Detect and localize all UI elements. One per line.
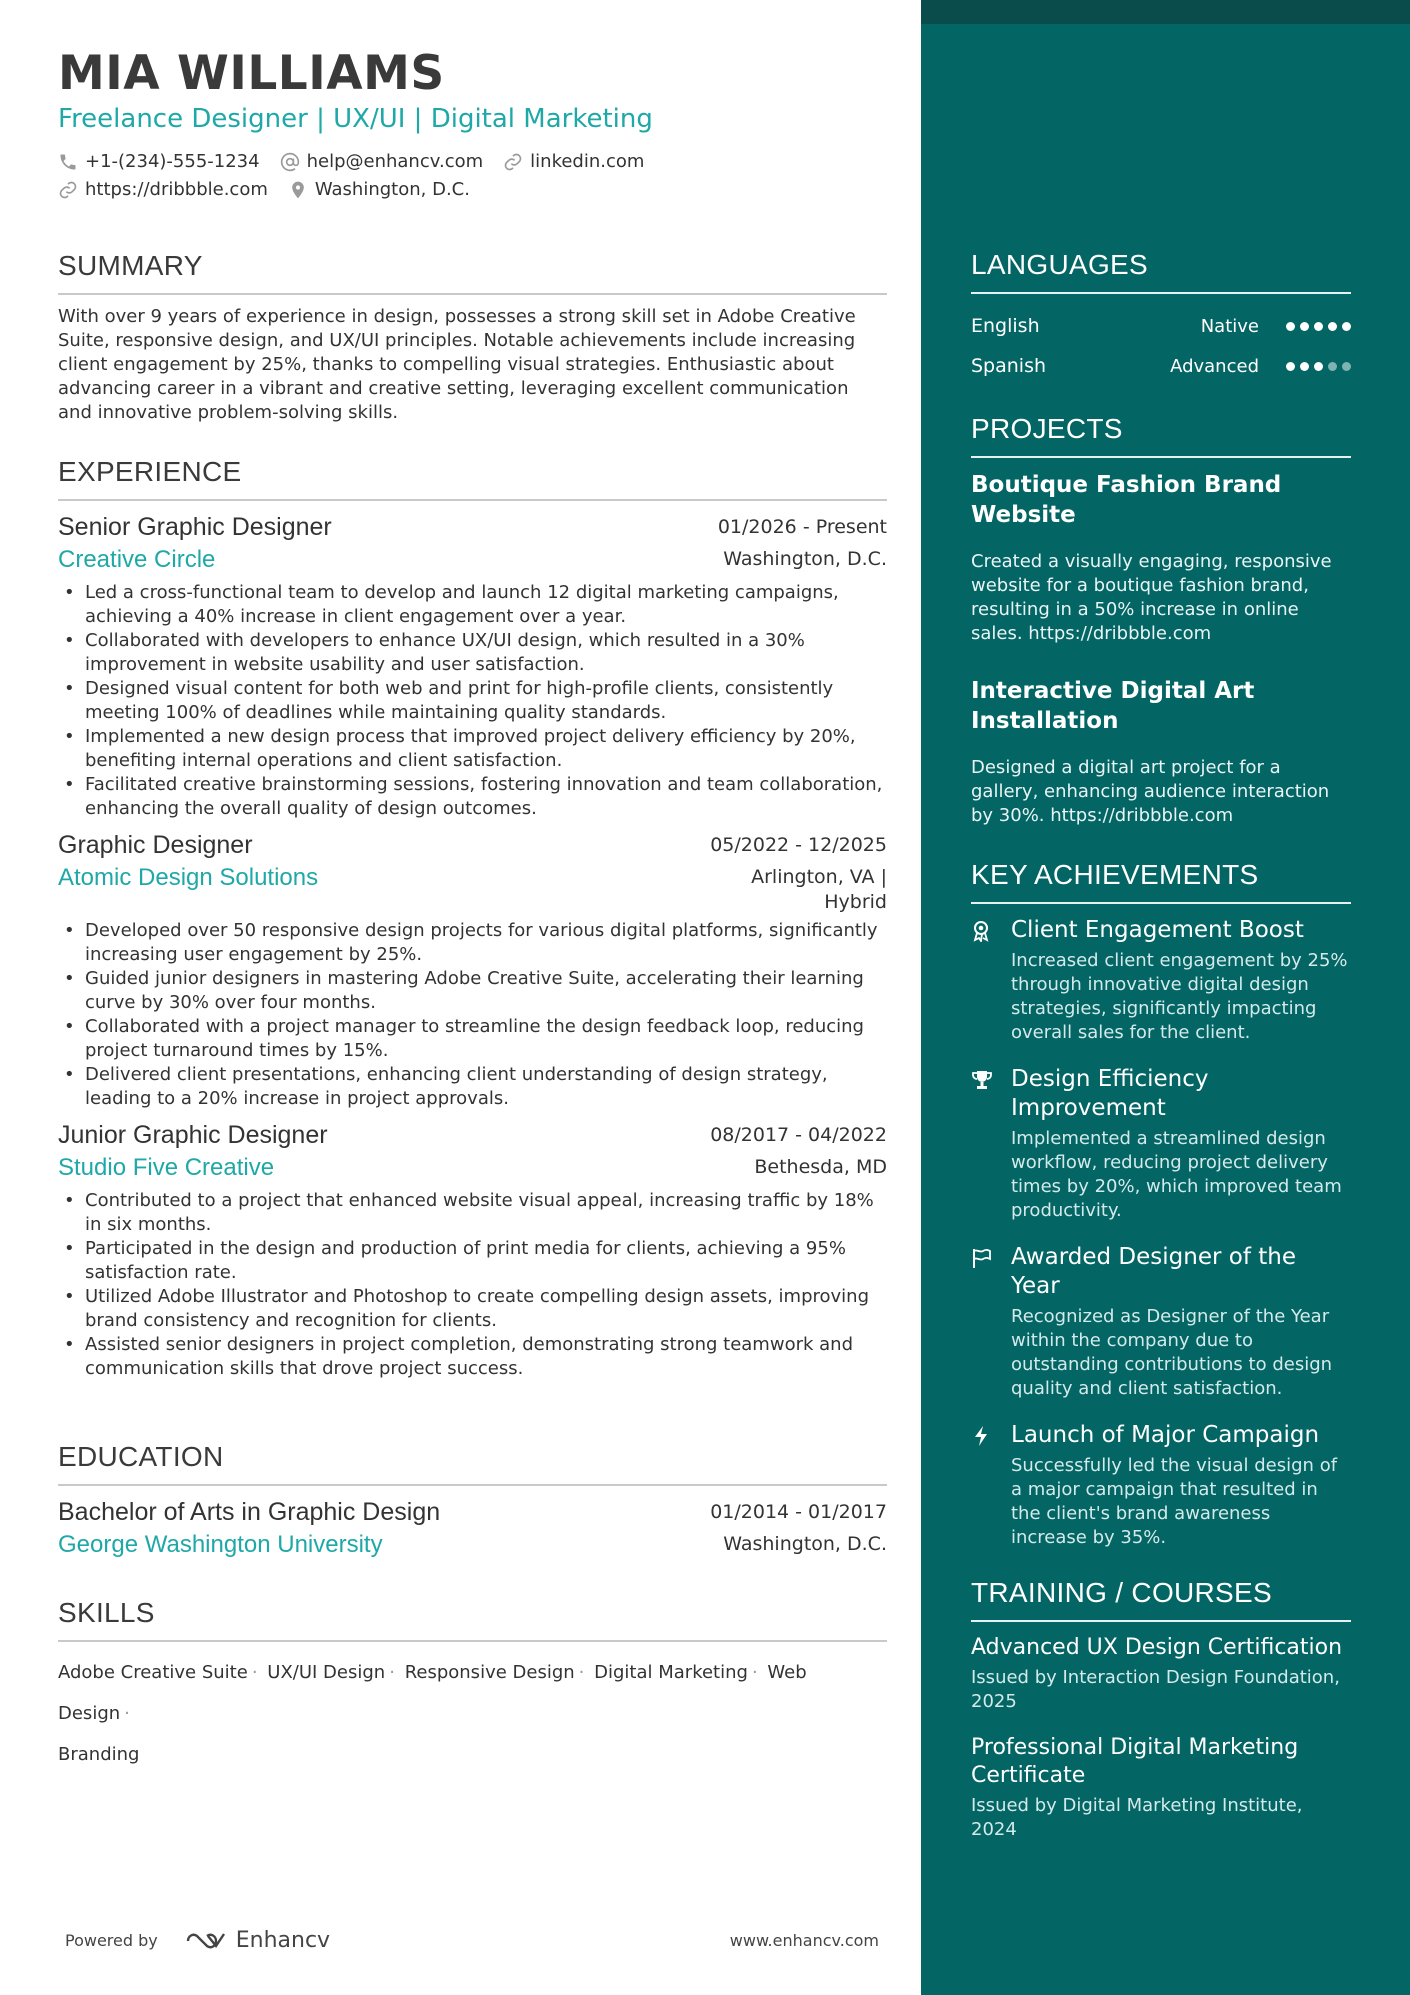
language-item [971, 306, 1351, 346]
achievement-item [971, 916, 1351, 1045]
achievement-description: Recognized as Designer of the Year within the company due to outstanding contributions to design quality and client satisfaction. [1011, 1306, 1333, 1399]
job-bullets [58, 919, 887, 1111]
bullet-item: • Developed over 50 responsive design projects for various digital platforms, significantly increasing user engagement by 25%. [58, 919, 887, 967]
project-item [971, 676, 1351, 828]
skill-item: Adobe Creative Suite [58, 1662, 248, 1683]
achievement-item [971, 1421, 1351, 1550]
bullet-item: • Guided junior designers in mastering Adobe Creative Suite, accelerating their learning curve by 30% over four months. [58, 967, 887, 1015]
education-location: Washington, D.C. [723, 1533, 887, 1555]
course-description: Issued by Digital Marketing Institute, 2024 [971, 1795, 1303, 1840]
powered-by-label: Powered by [65, 1931, 158, 1950]
achievement-title: Awarded Designer of the Year [1011, 1244, 1296, 1299]
bullet-item: • Collaborated with a project manager to streamline the design feedback loop, reducing project turnaround times by 15%. [58, 1015, 887, 1063]
section-heading: TRAINING / COURSES [971, 1576, 1351, 1622]
job-dates: 08/2017 - 04/2022 [710, 1124, 887, 1146]
course-title: Professional Digital Marketing Certificate [971, 1735, 1299, 1788]
achievement-description: Implemented a streamlined design workflow, reducing project delivery times by 20%, which improved team productivity. [1011, 1128, 1342, 1221]
summary-text: With over 9 years of experience in design, possesses a strong skill set in Adobe Creative Suite, responsive design, and UX/UI principles. Notable achievements include increasing client engagement by 25%, thanks to compelling visual strategies. Enthusiastic about advancing career in a vibrant and creative setting, leveraging excellent communication and innovative problem-solving skills. [58, 306, 856, 423]
skill-item: Responsive Design [404, 1662, 575, 1683]
bullet-item: • Led a cross-functional team to develop and launch 12 digital marketing campaigns, achieving a 40% increase in client engagement over a year. [58, 581, 887, 629]
job-company: Creative Circle [58, 546, 216, 573]
powered-by [65, 1928, 330, 1953]
job-entry [58, 829, 887, 1111]
bullet-item: • Facilitated creative brainstorming sessions, fostering innovation and team collaboration, enhancing the overall quality of design outcomes. [58, 773, 887, 821]
sidebar-top-strip [921, 0, 1410, 24]
job-title: Junior Graphic Designer [58, 1121, 328, 1149]
bullet-item: • Participated in the design and production of print media for clients, achieving a 95% satisfaction rate. [58, 1237, 887, 1285]
section-heading: KEY ACHIEVEMENTS [971, 858, 1351, 904]
contact-email[interactable] [280, 150, 484, 174]
job-bullets [58, 1189, 887, 1381]
phone-text: +1-(234)-555-1234 [85, 151, 260, 172]
contact-phone[interactable] [58, 150, 260, 174]
location-pin-icon [288, 180, 308, 200]
bullet-item: • Contributed to a project that enhanced website visual appeal, increasing traffic by 18% in six months. [58, 1189, 887, 1237]
job-entry [58, 511, 887, 821]
training-section [971, 1576, 1351, 1842]
lightning-icon [971, 1425, 991, 1447]
job-entry [58, 1119, 887, 1381]
education-dates: 01/2014 - 01/2017 [710, 1501, 887, 1523]
skill-item: Digital Marketing [594, 1662, 748, 1683]
course-title: Advanced UX Design Certification [971, 1635, 1343, 1660]
course-item [971, 1634, 1351, 1714]
bullet-item: • Implemented a new design process that improved project delivery efficiency by 20%, benefiting internal operations and client satisfaction. [58, 725, 887, 773]
job-bullets [58, 581, 887, 821]
rating-dot [1328, 322, 1337, 331]
rating-dot [1314, 362, 1323, 371]
language-name: English [971, 315, 1040, 337]
rating-dot [1314, 322, 1323, 331]
projects-section [971, 412, 1351, 828]
rating-dot [1300, 362, 1309, 371]
job-dates: 05/2022 - 12/2025 [710, 834, 887, 856]
contact-info [58, 150, 698, 202]
contact-linkedin[interactable] [503, 150, 644, 174]
award-ribbon-icon [971, 920, 991, 942]
degree-title: Bachelor of Arts in Graphic Design [58, 1498, 441, 1526]
enhancv-logo[interactable] [184, 1928, 330, 1953]
achievement-description: Successfully led the visual design of a major campaign that resulted in the client's brand awareness increase by 35%. [1011, 1455, 1338, 1548]
footer-url[interactable]: www.enhancv.com [729, 1931, 879, 1950]
job-company: Atomic Design Solutions [58, 864, 319, 891]
language-item [971, 346, 1351, 386]
rating-dot [1328, 362, 1337, 371]
section-heading: EXPERIENCE [58, 455, 887, 501]
skills-list: Adobe Creative Suite · UX/UI Design · Responsive Design · Digital Marketing · Web Design · Branding [58, 1662, 807, 1765]
website-text: https://dribbble.com [85, 179, 268, 200]
experience-section [58, 455, 887, 1389]
rating-dot [1286, 362, 1295, 371]
bullet-item: • Utilized Adobe Illustrator and Photoshop to create compelling design assets, improving brand consistency and recognition for clients. [58, 1285, 887, 1333]
job-company: Studio Five Creative [58, 1154, 275, 1181]
bullet-item: • Assisted senior designers in project completion, demonstrating strong teamwork and communication skills that drove project success. [58, 1333, 887, 1381]
at-sign-icon [280, 152, 300, 172]
languages-section [971, 248, 1351, 386]
skills-section [58, 1596, 887, 1775]
rating-dot [1286, 322, 1295, 331]
project-description: Designed a digital art project for a gallery, enhancing audience interaction by 30%. https://dribbble.com [971, 757, 1330, 826]
link-icon [503, 152, 523, 172]
sidebar [921, 0, 1410, 1995]
skill-item: Web Design [58, 1662, 807, 1724]
enhancv-logo-text: Enhancv [235, 1928, 331, 1953]
achievement-title: Design Efficiency Improvement [1011, 1066, 1209, 1121]
language-rating [1281, 322, 1351, 331]
footer [65, 1928, 879, 1953]
location-text: Washington, D.C. [314, 179, 470, 200]
resume-name: MIA WILLIAMS [58, 46, 445, 101]
job-title: Senior Graphic Designer [58, 513, 332, 541]
achievement-description: Increased client engagement by 25% through innovative digital design strategies, significantly impacting overall sales for the client. [1011, 950, 1348, 1043]
resume-title: Freelance Designer | UX/UI | Digital Marketing [58, 104, 653, 134]
bullet-item: • Delivered client presentations, enhancing client understanding of design strategy, leading to a 20% increase in project approvals. [58, 1063, 887, 1111]
course-description: Issued by Interaction Design Foundation, 2025 [971, 1667, 1340, 1712]
rating-dot [1342, 362, 1351, 371]
language-rating [1281, 362, 1351, 371]
contact-website[interactable] [58, 178, 268, 202]
job-location: Arlington, VA | Hybrid [751, 866, 887, 913]
course-item [971, 1734, 1351, 1842]
section-heading: PROJECTS [971, 412, 1351, 458]
project-title: Boutique Fashion Brand Website [971, 472, 1282, 528]
rating-dot [1342, 322, 1351, 331]
achievement-title: Client Engagement Boost [1011, 917, 1304, 943]
project-description: Created a visually engaging, responsive website for a boutique fashion brand, resulting in a 50% increase in online sales. https://dribbble.com [971, 551, 1332, 644]
summary-section [58, 249, 887, 425]
flag-icon [971, 1247, 993, 1269]
enhancv-logo-icon [184, 1929, 230, 1953]
achievements-section [971, 858, 1351, 1550]
project-title: Interactive Digital Art Installation [971, 678, 1255, 734]
skill-item: Branding [58, 1744, 140, 1765]
phone-icon [58, 152, 78, 172]
bullet-item: • Designed visual content for both web and print for high-profile clients, consistently meeting 100% of deadlines while maintaining quality standards. [58, 677, 887, 725]
rating-dot [1300, 322, 1309, 331]
language-level: Advanced [1170, 355, 1259, 377]
achievement-title: Launch of Major Campaign [1011, 1422, 1320, 1448]
school-name: George Washington University [58, 1531, 383, 1558]
language-level: Native [1200, 315, 1259, 337]
bullet-item: • Collaborated with developers to enhance UX/UI design, which resulted in a 30% improvement in website usability and user satisfaction. [58, 629, 887, 677]
achievement-item [971, 1243, 1351, 1401]
skill-item: UX/UI Design [267, 1662, 386, 1683]
job-dates: 01/2026 - Present [717, 516, 887, 538]
linkedin-text: linkedin.com [530, 151, 645, 172]
section-heading: EDUCATION [58, 1440, 887, 1486]
link-icon [58, 180, 78, 200]
project-item [971, 470, 1351, 646]
email-text: help@enhancv.com [306, 151, 484, 172]
section-heading: LANGUAGES [971, 248, 1351, 294]
education-section [58, 1440, 887, 1562]
achievement-item [971, 1065, 1351, 1223]
section-heading: SUMMARY [58, 249, 887, 295]
sidebar-content [971, 248, 1351, 1862]
job-location: Washington, D.C. [723, 548, 887, 570]
section-heading: SKILLS [58, 1596, 887, 1642]
trophy-icon [971, 1069, 993, 1091]
job-title: Graphic Designer [58, 831, 253, 859]
contact-location [288, 178, 470, 202]
job-location: Bethesda, MD [754, 1156, 887, 1178]
language-name: Spanish [971, 355, 1047, 377]
